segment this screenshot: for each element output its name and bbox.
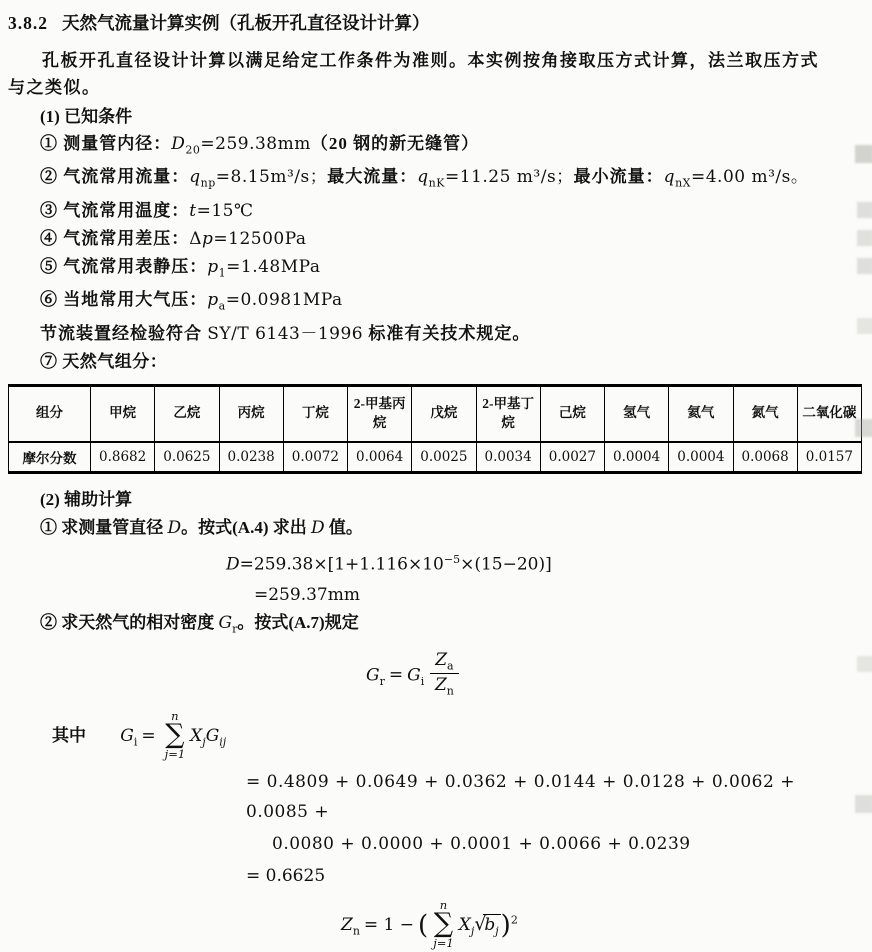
var-p1: p bbox=[207, 256, 219, 277]
summation-operator bbox=[433, 899, 454, 950]
table-header-2-methylpropane: 2-甲基丙烷 bbox=[348, 385, 412, 442]
var-D-subscript: 20 bbox=[185, 143, 201, 157]
var-subscript: i bbox=[133, 735, 138, 749]
condition-atmospheric-pressure bbox=[8, 286, 862, 319]
known-conditions-heading: (1) 已知条件 bbox=[40, 107, 133, 126]
var-t: t bbox=[189, 200, 197, 221]
table-data-row bbox=[9, 442, 862, 473]
fraction-Za-Zn bbox=[430, 650, 458, 698]
var-Gij: G bbox=[205, 725, 220, 746]
section-number: 3.8.2 bbox=[8, 13, 48, 33]
standard-number: SY/T 6143－1996 bbox=[207, 323, 364, 344]
where-label: 其中 bbox=[52, 725, 86, 745]
sigma-icon: ∑ bbox=[433, 908, 454, 940]
var-Zn: Z bbox=[434, 675, 447, 696]
condition-flow-rates bbox=[8, 163, 862, 196]
var-subscript: a bbox=[218, 299, 226, 313]
intro-paragraph: 孔板开孔直径设计计算以满足给定工作条件为准则。本实例按角接取压方式计算，法兰取压方式与之类似。 bbox=[8, 51, 819, 97]
sigma-icon: ∑ bbox=[165, 719, 185, 751]
var-subscript: np bbox=[200, 176, 216, 190]
open-paren: ( bbox=[418, 910, 429, 941]
fraction-denominator bbox=[430, 674, 458, 698]
var-subscript: j bbox=[470, 924, 475, 938]
var-Xj: X bbox=[458, 914, 471, 935]
table-row-label: 摩尔分数 bbox=[9, 442, 91, 473]
var-subscript: nX bbox=[675, 176, 691, 190]
table-header-pentane: 戊烷 bbox=[412, 385, 476, 442]
table-cell: 0.0625 bbox=[155, 442, 219, 473]
var-D: D bbox=[167, 517, 182, 538]
table-header-nitrogen: 氮气 bbox=[733, 385, 797, 442]
summation-operator bbox=[165, 710, 186, 761]
equation-D-line1 bbox=[226, 545, 862, 580]
condition-label: ② 气流常用流量： bbox=[40, 167, 190, 187]
var-qnK: q bbox=[417, 167, 429, 188]
var-subscript: i bbox=[420, 674, 425, 688]
var-subscript: ij bbox=[219, 735, 227, 749]
var-Gr: G bbox=[366, 665, 380, 686]
radicand bbox=[483, 914, 500, 938]
table-header-component: 组分 bbox=[9, 385, 91, 442]
var-D: D bbox=[311, 517, 325, 538]
var-subscript: 1 bbox=[218, 266, 227, 280]
condition-label: ④ 气流常用差压： bbox=[40, 228, 190, 248]
step-text: 。按式(A.4) 求出 bbox=[181, 517, 311, 537]
sum-upper-limit: n bbox=[439, 897, 448, 912]
gi-result-line: = 0.6625 bbox=[246, 865, 326, 886]
var-D: D bbox=[171, 134, 186, 154]
value-qnp: =8.15m³/s； bbox=[215, 167, 328, 188]
condition-label: ⑤ 气流常用表静压： bbox=[40, 256, 208, 276]
table-header-butane: 丁烷 bbox=[283, 385, 347, 442]
var-qnp: q bbox=[189, 167, 201, 188]
table-header-hydrogen: 氢气 bbox=[605, 385, 669, 442]
table-cell: 0.0034 bbox=[476, 442, 540, 473]
table-cell: 0.0238 bbox=[219, 442, 283, 473]
step-text: 值。 bbox=[324, 517, 363, 537]
var-subscript: j bbox=[495, 924, 499, 938]
var-Zn: Z bbox=[341, 914, 353, 935]
close-paren: ) bbox=[500, 910, 511, 941]
table-cell: 0.0068 bbox=[733, 442, 797, 473]
table-header-helium: 氦气 bbox=[669, 385, 733, 442]
var-subscript: n bbox=[352, 924, 360, 938]
value-qnX: =4.00 m³/s。 bbox=[690, 167, 809, 188]
gi-sum-line-1: = 0.4809 + 0.0649 + 0.0362 + 0.0144 + 0.0128 + 0.0062 + 0.0085 + bbox=[246, 771, 795, 822]
table-cell: 0.0072 bbox=[283, 442, 347, 473]
value-differential-pressure: =12500Pa bbox=[213, 228, 307, 249]
table-header-methane: 甲烷 bbox=[91, 385, 155, 442]
condition-label: ⑥ 当地常用大气压： bbox=[40, 290, 208, 310]
delta-symbol: Δ bbox=[189, 228, 203, 249]
condition-label: ① 测量管内径： bbox=[40, 134, 172, 153]
var-Xj: X bbox=[190, 725, 203, 746]
equals-sign: = bbox=[141, 725, 156, 746]
step-text: ① 求测量管直径 bbox=[40, 517, 168, 537]
note-text: 节流装置经检验符合 bbox=[40, 323, 208, 343]
standard-compliance-note bbox=[8, 320, 862, 348]
condition-label: 最小流量： bbox=[573, 167, 664, 187]
scan-artifact bbox=[862, 0, 870, 8]
condition-static-pressure bbox=[8, 253, 862, 286]
table-cell: 0.0004 bbox=[669, 442, 733, 473]
table-header-ethane: 乙烷 bbox=[155, 385, 219, 442]
square-root bbox=[474, 912, 500, 938]
equation-D-line2: =259.37mm bbox=[254, 585, 360, 606]
step-2-relative-density bbox=[8, 609, 862, 643]
gi-sum-line-2: 0.0080 + 0.0000 + 0.0001 + 0.0066 + 0.0239 bbox=[272, 833, 691, 854]
table-cell: 0.8682 bbox=[91, 442, 155, 473]
var-bj: b bbox=[484, 914, 496, 935]
var-qnX: q bbox=[663, 167, 676, 188]
var-subscript: nK bbox=[428, 176, 445, 190]
var-subscript: n bbox=[446, 684, 454, 698]
equation-tail: ×(15−20)] bbox=[460, 554, 552, 575]
value-temperature: =15℃ bbox=[196, 200, 254, 221]
var-subscript: r bbox=[232, 622, 238, 636]
exponent: −5 bbox=[443, 552, 461, 566]
table-header-row bbox=[9, 385, 862, 442]
table-cell: 0.0025 bbox=[412, 442, 476, 473]
table-header-2-methylbutane: 2-甲基丁烷 bbox=[476, 385, 540, 442]
sum-lower-limit: j=1 bbox=[433, 935, 454, 950]
step-text: 。按式(A.7)规定 bbox=[237, 613, 359, 633]
exponent: 2 bbox=[510, 912, 518, 926]
var-subscript: j bbox=[202, 735, 206, 749]
aux-calculation-heading: (2) 辅助计算 bbox=[40, 489, 133, 509]
condition-differential-pressure bbox=[8, 225, 862, 253]
condition-parenthetical: （20 钢的新无缝管） bbox=[310, 134, 480, 153]
table-cell: 0.0157 bbox=[797, 442, 861, 473]
table-cell: 0.0027 bbox=[540, 442, 604, 473]
var-pa: p bbox=[207, 290, 219, 311]
equation-Zn bbox=[341, 899, 862, 952]
value-atmospheric-pressure: =0.0981MPa bbox=[225, 290, 343, 311]
table-header-co2: 二氧化碳 bbox=[797, 385, 861, 442]
var-p: p bbox=[202, 228, 214, 249]
equation-relation: = 1 − bbox=[363, 914, 415, 935]
equation-Gi-definition bbox=[52, 710, 862, 763]
table-header-hexane: 己烷 bbox=[540, 385, 604, 442]
gas-composition-table bbox=[8, 384, 862, 474]
var-subscript: a bbox=[447, 659, 454, 672]
equation-Gr bbox=[366, 650, 862, 702]
table-cell: 0.0004 bbox=[605, 442, 669, 473]
var-Gr: G bbox=[218, 613, 233, 634]
condition-label: ③ 气流常用温度： bbox=[40, 200, 190, 220]
step-text: ② 求天然气的相对密度 bbox=[40, 613, 219, 633]
var-D: D bbox=[226, 554, 240, 575]
equals-sign: = bbox=[388, 665, 404, 686]
value-static-pressure: =1.48MPa bbox=[226, 256, 321, 277]
condition-pipe-diameter bbox=[8, 130, 862, 163]
radical-icon: √ bbox=[474, 912, 487, 935]
var-Gi: G bbox=[120, 725, 134, 746]
sum-upper-limit: n bbox=[171, 708, 179, 723]
equation-body: =259.38×[1+1.116×10 bbox=[239, 554, 444, 575]
var-subscript: r bbox=[379, 674, 385, 688]
value-qnK: =11.25 m³/s； bbox=[444, 167, 574, 188]
step-1-pipe-diameter bbox=[8, 514, 862, 542]
condition-label: 最大流量： bbox=[327, 167, 418, 187]
table-header-propane: 丙烷 bbox=[219, 385, 283, 442]
section-title: 天然气流量计算实例（孔板开孔直径设计计算） bbox=[62, 13, 430, 33]
note-text: 标准有关技术规定。 bbox=[363, 323, 531, 343]
fraction-numerator bbox=[430, 650, 458, 675]
table-cell: 0.0064 bbox=[348, 442, 412, 473]
condition-temperature bbox=[8, 197, 862, 225]
var-Gi: G bbox=[407, 665, 421, 686]
section-heading bbox=[8, 10, 862, 35]
sum-lower-limit: j=1 bbox=[164, 747, 186, 762]
value-D20: =259.38mm bbox=[200, 134, 311, 154]
gas-composition-heading: ⑦ 天然气组分： bbox=[40, 351, 168, 371]
var-Za: Z bbox=[435, 649, 448, 670]
